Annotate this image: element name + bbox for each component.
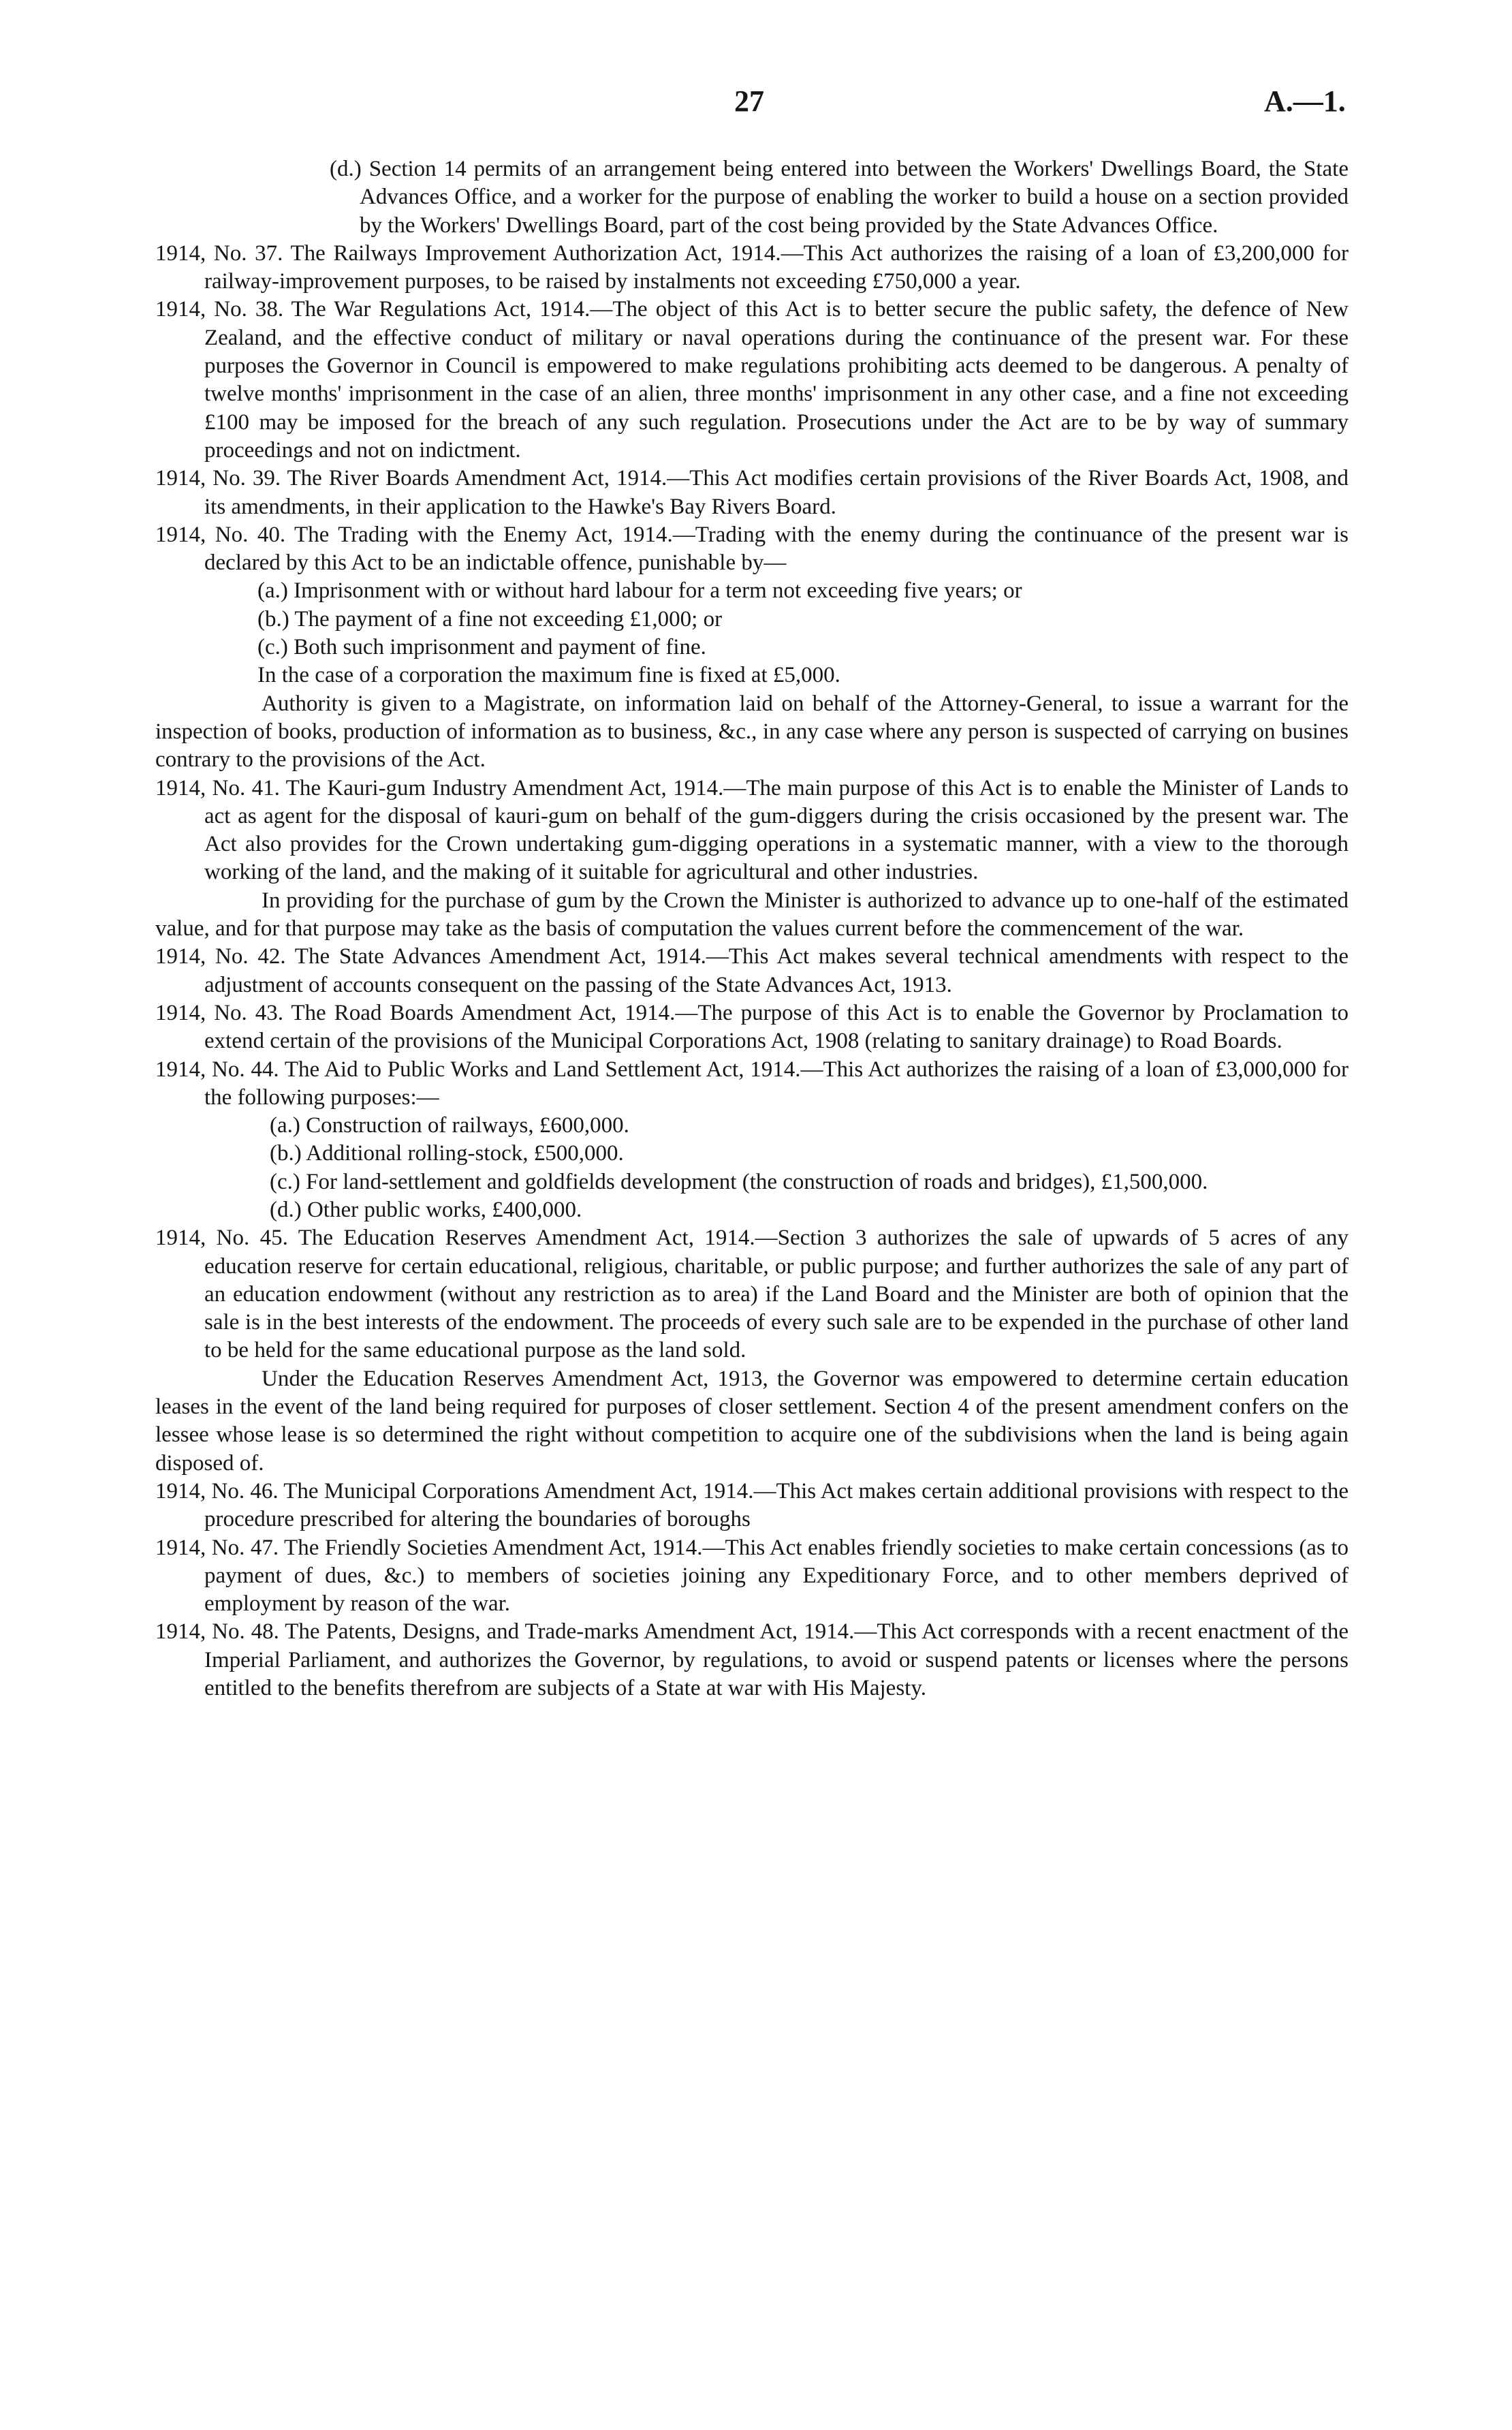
entry-no-40-item-a: (a.) Imprisonment with or without hard labour for a term not exceeding five years; or xyxy=(257,578,1022,604)
entry-no-37: 1914, No. 37. The Railways Improvement Authorization Act, 1914.—This Act authorizes the raising of a loan of £3,200,000 for railway-improvement purposes, to be raised by instalments not exceeding £750,000 a year. xyxy=(155,240,1349,294)
paragraph-section-14: (d.) Section 14 permits of an arrangement being entered into between the Workers' Dwellings Board, the State Advances Office, and a worker for the purpose of enabling the worker to build a house on a section provided by the Workers' Dwellings Board, part of the cost being provided by the State Advances Office. xyxy=(330,157,1349,238)
entry-no-44-item-b: (b.) Additional rolling-stock, £500,000. xyxy=(270,1141,624,1166)
entry-no-44-item-c: (c.) For land-settlement and goldfields development (the construction of roads and bridges), £1,500,000. xyxy=(270,1169,1208,1194)
entry-no-41: 1914, No. 41. The Kauri-gum Industry Amendment Act, 1914.—The main purpose of this Act is to enable the Minister of Lands to act as agent for the disposal of kauri-gum on behalf of the gum-diggers during the crisis occasioned by the present war. The Act also provides for the Crown undertaking gum-digging operations in a systematic manner, with a view to the thorough working of the land, and the making of it suitable for agricultural and other industries. xyxy=(155,775,1349,885)
page-number: 27 xyxy=(734,84,764,118)
document-reference: A.—1. xyxy=(1264,84,1346,118)
entry-no-38: 1914, No. 38. The War Regulations Act, 1914.—The object of this Act is to better secure the public safety, the defence of New Zealand, and the effective conduct of military or naval operations during the continuance of the present war. For these purposes the Governor in Council is empowered to make regulations prohibiting acts deemed to be dangerous. A penalty of twelve months' imprisonment in the case of an alien, three months' imprisonment in any other case, and a fine not exceeding £100 may be imposed for the breach of any such regulation. Prosecutions under the Act are to be by way of summary proceedings and not on indictment. xyxy=(155,297,1349,463)
entry-no-45: 1914, No. 45. The Education Reserves Amendment Act, 1914.—Section 3 authorizes the sale of upwards of 5 acres of any education reserve for certain educational, religious, charitable, or public purpose; and further authorizes the sale of any part of an education endowment (without any restriction as to area) if the Land Board and the Minister are both of opinion that the sale is in the best interests of the endowment. The proceeds of every such sale are to be expended in the purchase of other land to be held for the same educational purpose as the land sold. xyxy=(155,1226,1349,1363)
entry-no-41-purchase: In providing for the purchase of gum by the Crown the Minister is authorized to advance up to one-half of the estimated value, and for that purpose may take as the basis of computation the values current before the commencement of the war. xyxy=(155,888,1349,941)
entry-no-46: 1914, No. 46. The Municipal Corporations Amendment Act, 1914.—This Act makes certain additional provisions with respect to the procedure prescribed for altering the boundaries of boroughs xyxy=(155,1478,1349,1532)
entry-no-45-leases: Under the Education Reserves Amendment Act, 1913, the Governor was empowered to determine certain education leases in the event of the land being required for purposes of closer settlement. Section 4 of the present amendment confers on the lessee whose lease is so determined the right without competition to acquire one of the subdivisions when the land is being again disposed of. xyxy=(155,1366,1349,1476)
page-header xyxy=(0,84,1512,128)
entry-no-40-item-b: (b.) The payment of a fine not exceeding £1,000; or xyxy=(257,606,723,632)
entry-no-48: 1914, No. 48. The Patents, Designs, and Trade-marks Amendment Act, 1914.—This Act corresponds with a recent enactment of the Imperial Parliament, and authorizes the Governor, by regulations, to avoid or suspend patents or licenses where the persons entitled to the benefits therefrom are subjects of a State at war with His Majesty. xyxy=(155,1619,1349,1701)
entry-no-47: 1914, No. 47. The Friendly Societies Amendment Act, 1914.—This Act enables friendly societies to make certain concessions (as to payment of dues, &c.) to members of societies joining any Expeditionary Force, and to other members deprived of employment by reason of the war. xyxy=(155,1535,1349,1617)
entry-no-40: 1914, No. 40. The Trading with the Enemy Act, 1914.—Trading with the enemy during the continuance of the present war is declared by this Act to be an indictable offence, punishable by— xyxy=(155,522,1349,576)
entry-no-40-item-c: (c.) Both such imprisonment and payment of fine. xyxy=(257,635,706,660)
entry-no-43: 1914, No. 43. The Road Boards Amendment Act, 1914.—The purpose of this Act is to enable the Governor by Proclamation to extend certain of the provisions of the Municipal Corporations Act, 1908 (relating to sanitary drainage) to Road Boards. xyxy=(155,1000,1349,1054)
entry-no-40-corporation-note: In the case of a corporation the maximum fine is fixed at £5,000. xyxy=(257,663,840,688)
entry-no-42: 1914, No. 42. The State Advances Amendment Act, 1914.—This Act makes several technical amendments with respect to the adjustment of accounts consequent on the passing of the State Advances Act, 1913. xyxy=(155,944,1349,997)
entry-no-44-item-d: (d.) Other public works, £400,000. xyxy=(270,1197,582,1222)
entry-no-39: 1914, No. 39. The River Boards Amendment Act, 1914.—This Act modifies certain provisions of the River Boards Act, 1908, and its amendments, in their application to the Hawke's Bay Rivers Board. xyxy=(155,466,1349,519)
entry-no-44-item-a: (a.) Construction of railways, £600,000. xyxy=(270,1113,629,1138)
entry-no-40-authority: Authority is given to a Magistrate, on information laid on behalf of the Attorney-General, to issue a warrant for the inspection of books, production of information as to business, &c., in any case where any person is suspected of carrying on busines contrary to the provisions of the Act. xyxy=(155,691,1349,773)
page-body xyxy=(155,155,1349,1702)
entry-no-44: 1914, No. 44. The Aid to Public Works and Land Settlement Act, 1914.—This Act authorizes the raising of a loan of £3,000,000 for the following purposes:— xyxy=(155,1057,1349,1110)
